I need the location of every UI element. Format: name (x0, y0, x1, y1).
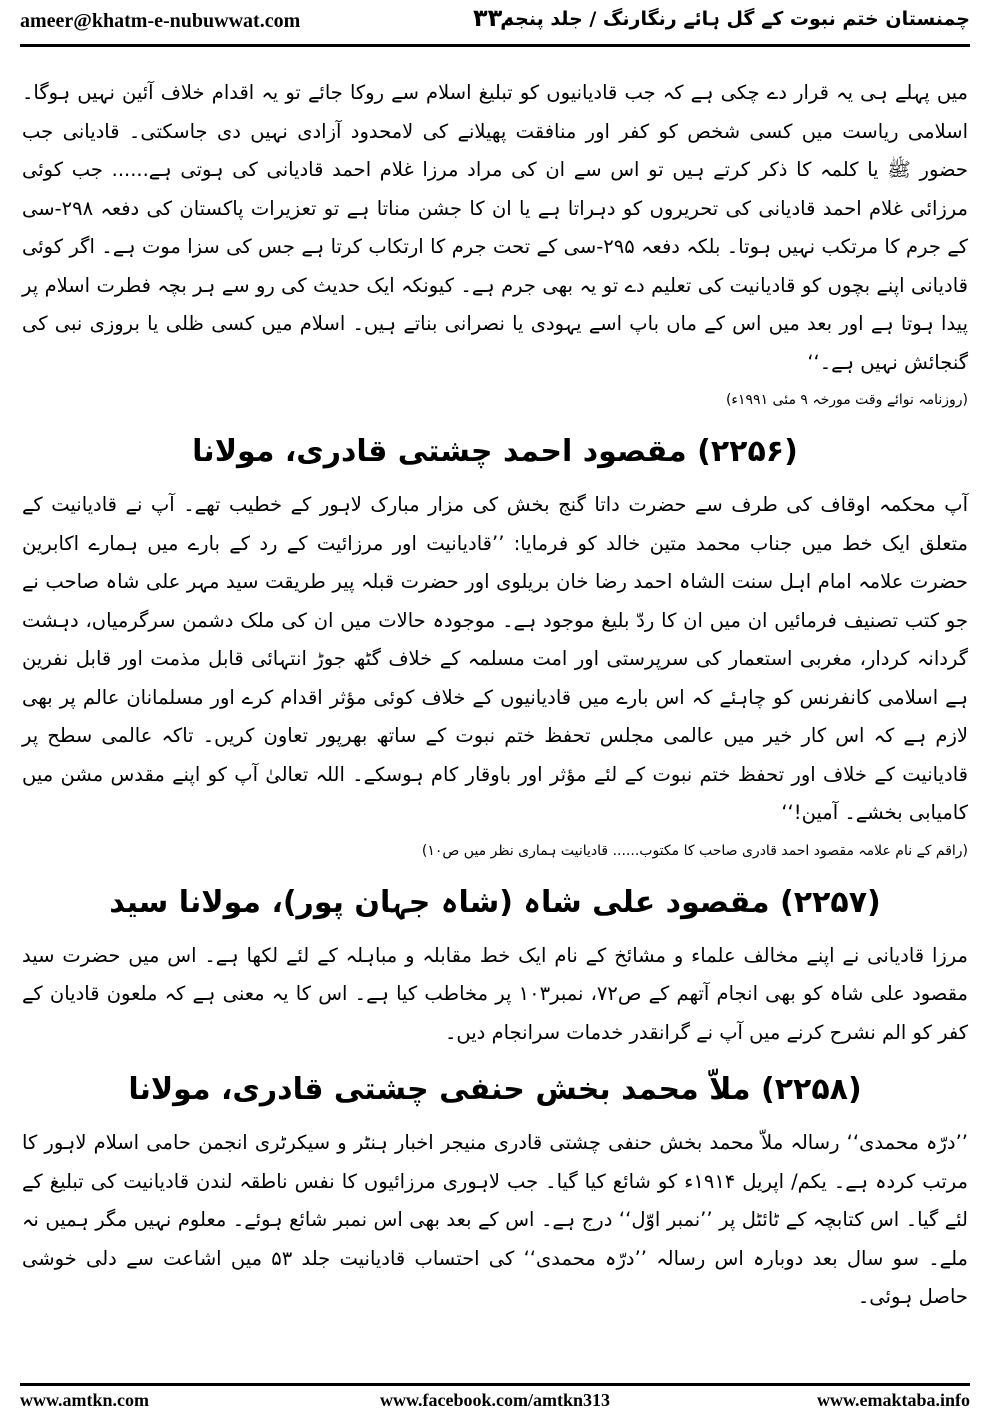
page-header (20, 4, 970, 38)
page-body (22, 74, 968, 1317)
header-divider (20, 44, 970, 47)
paragraph-2256: آپ محکمہ اوقاف کی طرف سے حضرت داتا گنج بخش کی مزار مبارک لاہور کے خطیب تھے۔ آپ نے قادیانیت کے متعلق ایک خط میں جناب محمد متین خالد کو فرمایا: ’’قادیانیت اور مرزائیت کے رد کے بارے میں ہمارے اکابرین حضرت علامہ امام اہل سنت الشاہ احمد رضا خان بریلوی اور حضرت قبلہ پیر طریقت سید مہر علی شاہ صاحب نے جو کتب تصنیف فرمائیں ان میں ان کا ردّ بلیغ موجود ہے۔ موجودہ حالات میں ان کی ملک دشمن سرگرمیاں، دہشت گردانہ کردار، مغربی استعمار کی سرپرستی اور امت مسلمہ کے خلاف گٹھ جوڑ انتہائی قابل مذمت اور قابل نفرین ہے اسلامی کانفرنس کو چاہئے کہ اس بارے میں قادیانیوں کے خلاف کوئی مؤثر اقدام کرے اور مسلمانان عالم پر بھی لازم ہے کہ اس کار خیر میں عالمی مجلس تحفظ ختم نبوت کے ساتھ بھرپور تعاون کریں۔ تاکہ عالمی سطح پر قادیانیت کے خلاف اور تحفظ ختم نبوت کے لئے مؤثر اور باوقار کام ہوسکے۔ اللہ تعالیٰ آپ کو اپنے مقدس مشن میں کامیابی بخشے۔ آمین!‘‘ (22, 493, 968, 824)
page-number: ۳۳۰ (473, 4, 517, 32)
footer-divider (20, 1383, 970, 1386)
footer-link-emaktaba[interactable]: www.emaktaba.info (816, 1390, 970, 1410)
section-heading-2257: (۲۲۵۷) مقصود علی شاہ (شاہ جہان پور)، مولانا سید (109, 884, 881, 920)
paragraph-2258: ’’درّہ محمدی‘‘ رسالہ ملاّ محمد بخش حنفی چشتی قادری منیجر اخبار ہنٹر و سیکرٹری انجمن حامی اسلام لاہور کا مرتب کردہ ہے۔ یکم/ اپریل ۱۹۱۴ء کو شائع کیا گیا۔ جب لاہوری مرزائیوں کا نفس ناطقہ لندن قادیانیت کی تبلیغ کے لئے گیا۔ اس کتابچہ کے ٹائٹل پر ’’نمبر اوّل‘‘ درج ہے۔ اس کے بعد بھی اس نمبر شائع ہوئے۔ معلوم نہیں مگر ہمیں نہ ملے۔ سو سال بعد دوبارہ اس رسالہ ’’درّہ محمدی‘‘ کی احتساب قادیانیت جلد ۵۳ میں اشاعت سے دلی خوشی حاصل ہوئی۔ (22, 1131, 969, 1308)
header-email: ameer@khatm-e-nubuwwat.com (20, 10, 301, 32)
book-title: چمنستان ختم نبوت کے گل ہائے رنگارنگ / جلد پنجم (500, 8, 970, 30)
reference-citation: (راقم کے نام علامہ مقصود احمد قادری صاحب کا مکتوب...... قادیانیت ہماری نظر میں ص۱۰) (421, 842, 968, 859)
footer-link-facebook[interactable]: www.facebook.com/amtkn313 (380, 1390, 610, 1410)
page-footer (20, 1390, 970, 1416)
reference-citation: (روزنامہ نوائے وقت مورخہ ۹ مئی ۱۹۹۱ء) (725, 392, 968, 408)
section-heading-2256: (۲۲۵۶) مقصود احمد چشتی قادری، مولانا (192, 434, 798, 469)
footer-link-amtkn[interactable]: www.amtkn.com (20, 1390, 149, 1410)
section-heading-2258: (۲۲۵۸) ملاّ محمد بخش حنفی چشتی قادری، مولانا (128, 1072, 862, 1107)
paragraph-2257: مرزا قادیانی نے اپنے مخالف علماء و مشائخ کے نام ایک خط مقابلہ و مباہلہ کے لئے لکھا ہے۔ اس میں حضرت سید مقصود علی شاہ کو بھی انجام آتھم کے ص۷۲، نمبر۱۰۳ پر مخاطب کیا ہے۔ اس کا یہ معنی ہے کہ ملعون قادیان کے کفر کو الم نشرح کرنے میں آپ نے گرانقدر خدمات سرانجام دیں۔ (22, 943, 969, 1044)
paragraph-quote-continuation: میں پہلے ہی یہ قرار دے چکی ہے کہ جب قادیانیوں کو تبلیغ اسلام سے روکا جائے تو یہ اقدام خلاف آئین نہیں ہوگا۔ اسلامی ریاست میں کسی شخص کو کفر اور منافقت پھیلانے کی لامحدود آزادی نہیں دی جاسکتی۔ قادیانی جب حضور ﷺ یا کلمہ کا ذکر کرتے ہیں تو اس سے ان کی مراد مرزا غلام احمد قادیانی کی ہوتی ہے...... جب کوئی مرزائی غلام احمد قادیانی کی تحریروں کو دہراتا ہے یا ان کا جشن مناتا ہے تو تعزیرات پاکستان کی دفعہ ۲۹۸-سی کے جرم کا مرتکب نہیں ہوتا۔ بلکہ دفعہ ۲۹۵-سی کے تحت جرم کا ارتکاب کرتا ہے جس کی سزا موت ہے۔ اگر کوئی قادیانی اپنے بچوں کو قادیانیت کی تعلیم دے تو یہ بھی جرم ہے۔ کیونکہ ایک حدیث کی رو سے ہر بچہ فطرت اسلام پر پیدا ہوتا ہے اور بعد میں اس کے ماں باپ اسے یہودی یا نصرانی بناتے ہیں۔ اسلام میں کسی ظلی یا بروزی نبی کی گنجائش نہیں ہے۔‘‘ (22, 81, 969, 374)
